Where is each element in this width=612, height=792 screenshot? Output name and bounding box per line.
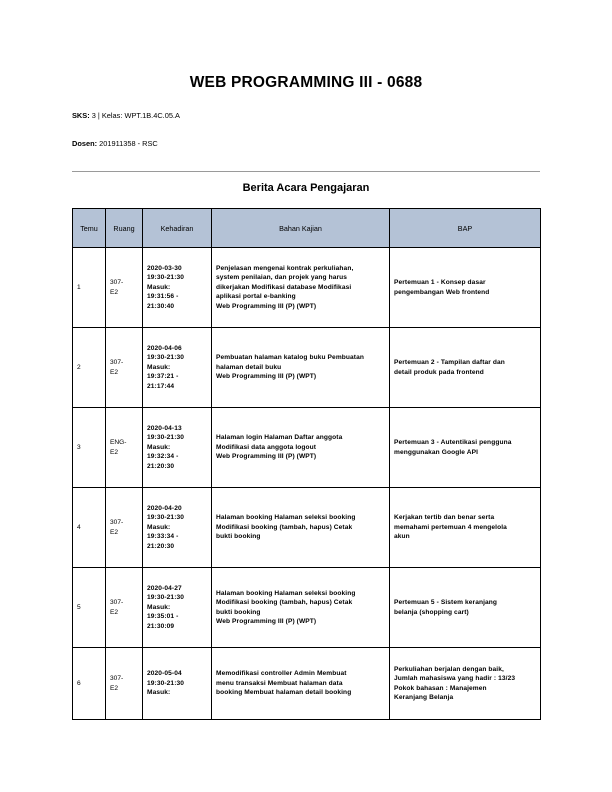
bap-line: detail produk pada frontend (394, 368, 484, 376)
bahan-line: Web Programming III (P) (WPT) (216, 373, 317, 381)
course-title: WEB PROGRAMMING III - 0688 (189, 74, 423, 91)
bahan-line: menu transaksi Membuat halaman data (216, 679, 343, 687)
kehadiran-line: 2020-03-30 (147, 265, 182, 273)
kehadiran-line: 19:30-21:30 (147, 594, 185, 602)
kehadiran-line: 2020-04-13 (147, 425, 182, 433)
kehadiran-line: 2020-04-27 (147, 585, 182, 593)
ruang-line: ENG- (110, 439, 127, 447)
dosen-value: 201911358 - RSC (99, 139, 158, 148)
kehadiran-line: Masuk: (147, 689, 171, 697)
table-row (73, 408, 541, 488)
bahan-line: Web Programming III (P) (WPT) (216, 617, 317, 625)
cell-bap (390, 328, 541, 408)
cell-temu: 4 (73, 488, 106, 568)
cell-kehadiran (143, 328, 212, 408)
bahan-line: Memodifikasi controller Admin Membuat (216, 670, 347, 678)
kehadiran-line: 19:33:34 - (147, 533, 179, 541)
ruang-line: E2 (110, 608, 119, 616)
kehadiran-line: 19:30-21:30 (147, 514, 185, 522)
bahan-line: Modifikasi booking (tambah, hapus) Cetak (216, 523, 353, 531)
bap-line: Jumlah mahasiswa yang hadir : 13/23 (394, 675, 516, 683)
kehadiran-line: 21:17:44 (147, 382, 175, 390)
ruang-line: 307- (110, 675, 124, 683)
kehadiran-line: 19:30-21:30 (147, 354, 185, 362)
kehadiran-line: Masuk: (147, 283, 171, 291)
kehadiran-line: 19:35:01 - (147, 613, 179, 621)
table-row (73, 568, 541, 648)
kehadiran-line: 19:30-21:30 (147, 679, 185, 687)
cell-ruang (106, 248, 143, 328)
cell-bap (390, 408, 541, 488)
kehadiran-line: 2020-04-06 (147, 345, 182, 353)
bahan-line: aplikasi portal e-banking (216, 293, 296, 301)
bap-line: menggunakan Google API (394, 448, 479, 456)
ruang-line: E2 (110, 528, 119, 536)
cell-bahan-kajian (212, 488, 390, 568)
kehadiran-line: 19:30-21:30 (147, 434, 185, 442)
kehadiran-line: 2020-04-20 (147, 505, 182, 513)
cell-bap (390, 248, 541, 328)
column-header-kehadiran: Kehadiran (143, 209, 212, 248)
dosen-label: Dosen: (72, 139, 98, 148)
cell-temu: 1 (73, 248, 106, 328)
kehadiran-line: Masuk: (147, 603, 171, 611)
bahan-line: dikerjakan Modifikasi database Modifikasi (216, 283, 352, 291)
bap-line: Pertemuan 3 - Autentikasi pengguna (394, 439, 512, 447)
kehadiran-line: 19:31:56 - (147, 293, 179, 301)
ruang-line: 307- (110, 279, 124, 287)
cell-bap (390, 488, 541, 568)
bahan-line: Halaman login Halaman Daftar anggota (216, 434, 343, 442)
bahan-line: Halaman booking Halaman seleksi booking (216, 514, 356, 522)
bap-line: akun (394, 533, 410, 541)
column-header-bap: BAP (390, 209, 541, 248)
bap-line: Pertemuan 2 - Tampilan daftar dan (394, 359, 505, 367)
cell-ruang (106, 408, 143, 488)
kehadiran-line: 19:37:21 - (147, 373, 179, 381)
table-body (73, 248, 541, 720)
cell-kehadiran (143, 648, 212, 720)
cell-bahan-kajian (212, 248, 390, 328)
cell-temu: 2 (73, 328, 106, 408)
divider (72, 171, 540, 172)
ruang-line: 307- (110, 599, 124, 607)
cell-bap (390, 568, 541, 648)
kehadiran-line: Masuk: (147, 443, 171, 451)
bap-line: Keranjang Belanja (394, 693, 454, 701)
table-row (73, 648, 541, 720)
kehadiran-line: 21:30:09 (147, 622, 175, 630)
bap-line: Pokok bahasan : Manajemen (394, 684, 487, 692)
cell-bap (390, 648, 541, 720)
cell-bahan-kajian (212, 408, 390, 488)
cell-ruang (106, 568, 143, 648)
cell-bahan-kajian (212, 568, 390, 648)
bahan-line: Web Programming III (P) (WPT) (216, 453, 317, 461)
table-row (73, 248, 541, 328)
course-dosen (72, 139, 158, 148)
cell-kehadiran (143, 248, 212, 328)
bahan-line: Halaman booking Halaman seleksi booking (216, 589, 356, 597)
ruang-line: E2 (110, 368, 119, 376)
cell-temu: 3 (73, 408, 106, 488)
bahan-line: system penilaian, dan projek yang harus (216, 274, 348, 282)
bap-line: Kerjakan tertib dan benar serta (394, 514, 495, 522)
cell-temu: 6 (73, 648, 106, 720)
column-header-bahan-kajian: Bahan Kajian (212, 209, 390, 248)
column-header-temu: Temu (73, 209, 106, 248)
bap-line: belanja (shopping cart) (394, 608, 469, 616)
section-title: Berita Acara Pengajaran (242, 182, 370, 194)
bahan-line: Modifikasi data anggota logout (216, 443, 317, 451)
cell-bahan-kajian (212, 328, 390, 408)
course-sks (72, 111, 180, 120)
kehadiran-line: Masuk: (147, 363, 171, 371)
bap-line: pengembangan Web frontend (394, 288, 490, 296)
bap-line: Pertemuan 1 - Konsep dasar (394, 279, 486, 287)
kehadiran-line: 21:20:30 (147, 462, 175, 470)
table-row (73, 328, 541, 408)
bap-line: Pertemuan 5 - Sistem keranjang (394, 599, 498, 607)
cell-kehadiran (143, 568, 212, 648)
kehadiran-line: 21:20:30 (147, 542, 175, 550)
bahan-line: bukti booking (216, 608, 261, 616)
kehadiran-line: Masuk: (147, 523, 171, 531)
column-header-ruang: Ruang (106, 209, 143, 248)
cell-ruang (106, 488, 143, 568)
bahan-line: halaman detail buku (216, 363, 282, 371)
cell-ruang (106, 328, 143, 408)
kehadiran-line: 21:30:40 (147, 302, 175, 310)
bahan-line: Pembuatan halaman katalog buku Pembuatan (216, 354, 364, 362)
kehadiran-line: 19:32:34 - (147, 453, 179, 461)
cell-kehadiran (143, 408, 212, 488)
bahan-line: Modifikasi booking (tambah, hapus) Cetak (216, 599, 353, 607)
ruang-line: E2 (110, 448, 119, 456)
bahan-line: bukti booking (216, 533, 261, 541)
ruang-line: 307- (110, 359, 124, 367)
ruang-line: E2 (110, 288, 119, 296)
table-header-row (73, 209, 541, 248)
cell-bahan-kajian (212, 648, 390, 720)
sks-label: SKS: (72, 111, 90, 120)
bap-line: memahami pertemuan 4 mengelola (394, 523, 507, 531)
ruang-line: 307- (110, 519, 124, 527)
cell-ruang (106, 648, 143, 720)
bahan-line: Web Programming III (P) (WPT) (216, 302, 317, 310)
cell-kehadiran (143, 488, 212, 568)
ruang-line: E2 (110, 684, 119, 692)
sks-value: 3 | Kelas: WPT.1B.4C.05.A (91, 111, 180, 120)
kehadiran-line: 2020-05-04 (147, 670, 182, 678)
bahan-line: Penjelasan mengenai kontrak perkuliahan, (216, 265, 354, 273)
bahan-line: booking Membuat halaman detail booking (216, 689, 352, 697)
kehadiran-line: 19:30-21:30 (147, 274, 185, 282)
bap-table (72, 208, 541, 720)
cell-temu: 5 (73, 568, 106, 648)
table-row (73, 488, 541, 568)
bap-line: Perkuliahan berjalan dengan baik, (394, 665, 504, 673)
